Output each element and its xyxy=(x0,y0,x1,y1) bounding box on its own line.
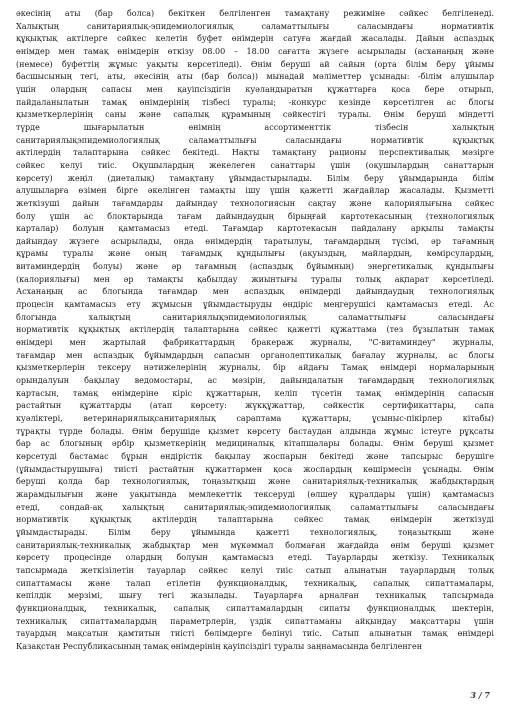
text-line: блогында халықтың санитариялықэпидемиологиялық саламаттылығы саласындағы xyxy=(16,312,494,322)
text-line: актілердің талаптарына сәйкес бекітеді. Нақты тамақтану рационы перспективалық мәзірге xyxy=(16,148,494,158)
text-line: жарамдылығын және уақытында мемлекеттік тексеруді (өлшеу құралдары үшін) қамтамасыз xyxy=(16,489,494,499)
text-line: Асханаңың ас блогында тағамдар мен аспаздық өнімдерді дайындаудың технологиялық xyxy=(16,287,494,297)
text-line: құрамы туралы және оның тағамдық құндылығы (ақуыздың, майлардың, көмірсулардың, xyxy=(16,249,494,259)
text-line: растайтын құжаттарды (атап көрсету: жүкқұжаттар, сәйкестік сертификаттары, сапа xyxy=(16,401,494,411)
text-line: сәйкес келуі тиіс. Оқушылардың жекелеген санаттары үшін (оқушылардың санаттарын xyxy=(16,160,494,170)
text-line: куәліктері, ветеринариялықсанитариялық сараптама құжаттары, ұсыныс-пікірлер кітабы) xyxy=(16,414,494,423)
text-line: дайындау жүзеге асырылады, онда өнімдердің таратылуы, тағамдардың түсімі, әр тағамның xyxy=(16,236,494,246)
text-line: өнімдер мен тамақ өнімдерін өткізу 08.00 – 18.00 сағатта жүзеге асырылады (асханаңың және xyxy=(16,46,494,56)
text-line: техникалық сипаттамалардың параметрлерін, үздік сипаттаманы айқындау мақсаттары үшін xyxy=(16,616,494,626)
text-line: тапсырмада жеткізілетін тауарлар сәйкес келуі тиіс сатып алынатын тауарлардың толық xyxy=(16,565,494,575)
text-line: картасын, тамақ өнімдеріне кіріс құжаттарын, келіп түсетін тамақ өнімдерінің сапасын xyxy=(16,388,494,398)
text-line: ұйымдастырады. Білім беру ұйымында қажетті технологиялық, тоңазытқыш және xyxy=(16,527,494,537)
text-line: нормативтік құқықтық актілердің талаптарына сәйкес қажетті құжаттама (тез бұзылатын тамақ xyxy=(16,325,494,335)
text-line: басшысының тегі, аты, әкесінің аты (бар болса)) мынадай мәліметтер ұсынады: -білім алушылар xyxy=(16,72,494,82)
text-line: жеткізуші дайын тағамдарды дайындау технологиясын сақтау және калориялығына сәйкес xyxy=(16,198,494,208)
text-line: алушыларға өзімен бірге әкелінген тамақты ішу үшін қажетті жағдайлар жасалады. Қызметті xyxy=(16,186,494,196)
text-line: үшін олардың сапасы мен қауіпсіздігін куәландыратын құжаттарға қоса бере отырып, xyxy=(16,84,494,94)
text-line: көрсету) жеңіл (диеталық) тамақтану ұйымдастырылады. Білім беру ұйымдарында білім xyxy=(16,173,494,183)
text-line: түрде шығарылатын өнімнің ассортименттік тізбесін халықтың xyxy=(16,122,494,132)
text-line: көрсету процесінде олардың болуын қамтамасыз етеді. Тауарларды жеткізу. Техникалық xyxy=(16,553,494,563)
text-line: болу үшін ас блоктарында тағам дайындаудың бірыңғай картотекасының (технологиялық xyxy=(16,211,494,221)
text-line: санитариялық-техникалық жабдықтар мен мүкәммал болмаған жағдайда өнім беруші қызмет xyxy=(16,540,494,550)
text-line: бар ас блогының әрбір қызметкерінің медициналық кітапшалары болады. Өнім беруші қызмет xyxy=(16,439,494,449)
text-line: пайдаланылатын тамақ өнімдерінің тізбесі туралы; -конкурс кезінде көрсетілген ас блогы xyxy=(16,97,494,107)
text-line: беруші қолда бар технологиялық, тоңазытқыш және санитариялық-техникалық жабдықтардың xyxy=(16,477,494,487)
text-line: етеді, сондай-ақ халықтың санитариялық-эпидемиологиялық саламаттылығы саласындағы xyxy=(16,502,494,512)
text-line: (ұйымдастырушыға) тиісті растайтын құжаттармен қоса жоспардың көшірмесін ұсынады. Өнім xyxy=(16,464,494,474)
text-line: (калориялығы) мен әр тамақты қабылдау жиынтығы туралы толық ақпарат көрсетіледі. xyxy=(16,274,494,284)
text-line: (немесе) буфеттің жұмыс уақыты көрсетіледі). Өнім беруші ай сайын (орта білім беру ұйымы xyxy=(16,59,494,69)
text-line: қызметкерлерін тексеру нәтижелерінің журналы, бір айдағы Тамақ өнімдері нормаларының xyxy=(16,363,494,373)
text-line: санитариялықэпидемиологиялық саламаттылығы саласындағы нормативтік құқықтық xyxy=(16,135,494,145)
text-line: құқықтық актілерге сәйкес келетін буфет өнімдерін сатуға жағдай жасалады. Дайын аспаздық xyxy=(16,34,494,44)
page-number: 3 / 7 xyxy=(470,690,490,700)
text-line: карталар) болуын қамтамасыз етеді. Тағамдар картотекасын пайдалану арқылы тамақты xyxy=(16,224,494,234)
text-line: функционалдық, техникалық, сапалық сипаттамалардың сипаты функционалдық шектерін, xyxy=(16,603,494,613)
text-line: көрсетуді бастамас бұрын өндірістік бақылау жоспарын бекітеді және тапсырыс берушіге xyxy=(16,451,494,461)
text-line: тұрақты түрде болады. Өнім берушіде қызмет көрсету бастаудан алдында жұмыс істеуге рұқсаты xyxy=(16,426,494,436)
text-line: сипаттамасы және талап етілетін функционалдық, техникалық, сапалық сипаттамалары, xyxy=(16,578,494,588)
text-line: әкесінің аты (бар болса) бекіткен белгіленген тамақтану режиміне сәйкес белгіленеді. xyxy=(16,9,494,18)
text-line: Халықтың санитариялық-эпидемиологиялық саламаттылығы саласындағы нормативтік xyxy=(16,21,494,31)
text-line: процесін қамтамасыз ету жұмысын ұйымдастыруды өндіріс меңгерушісі қамтамасыз етеді. Ас xyxy=(16,300,494,310)
text-line: тауардың мақсатын қамтитын тиісті бөлімдерге бөлінуі тиіс. Сатып алынатын тамақ өнімдері xyxy=(16,629,494,639)
text-line: қызметкерлерінің саны және сапалық құрамының сәйкестігі туралы. Өнім беруші міндетті xyxy=(16,110,494,120)
text-line: тағамдар мен аспаздық бұйымдардың сапасын органолептикалық бағалау журналы, ас блогы xyxy=(16,350,494,360)
text-line: орындалуын бақылау ведомостары, ас мәзірін, дайындалатын тағамдардың технологиялық xyxy=(16,376,494,386)
text-line: витаминдердің болуы) және әр тағамның (аспаздық бұйымның) энергетикалық құндылығы xyxy=(16,262,494,272)
body-text xyxy=(16,8,494,653)
text-line: Қазақстан Республикасының тамақ өнімдерінің қауіпсіздігі туралы заңнамасында белгіленген xyxy=(16,641,423,651)
text-line: нормативтік құқықтық актілердің талаптарына сәйкес тамақ өнімдерін жеткізуді xyxy=(16,515,494,525)
text-line: өнімдері мен жартылай фабрикаттардың бракераж журналы, "С-витаминдеу" журналы, xyxy=(16,338,494,348)
text-line: кепілдік мерзімі, шығу тегі жазылады. Тауарларға арналған техникалық тапсырмада xyxy=(16,591,494,601)
